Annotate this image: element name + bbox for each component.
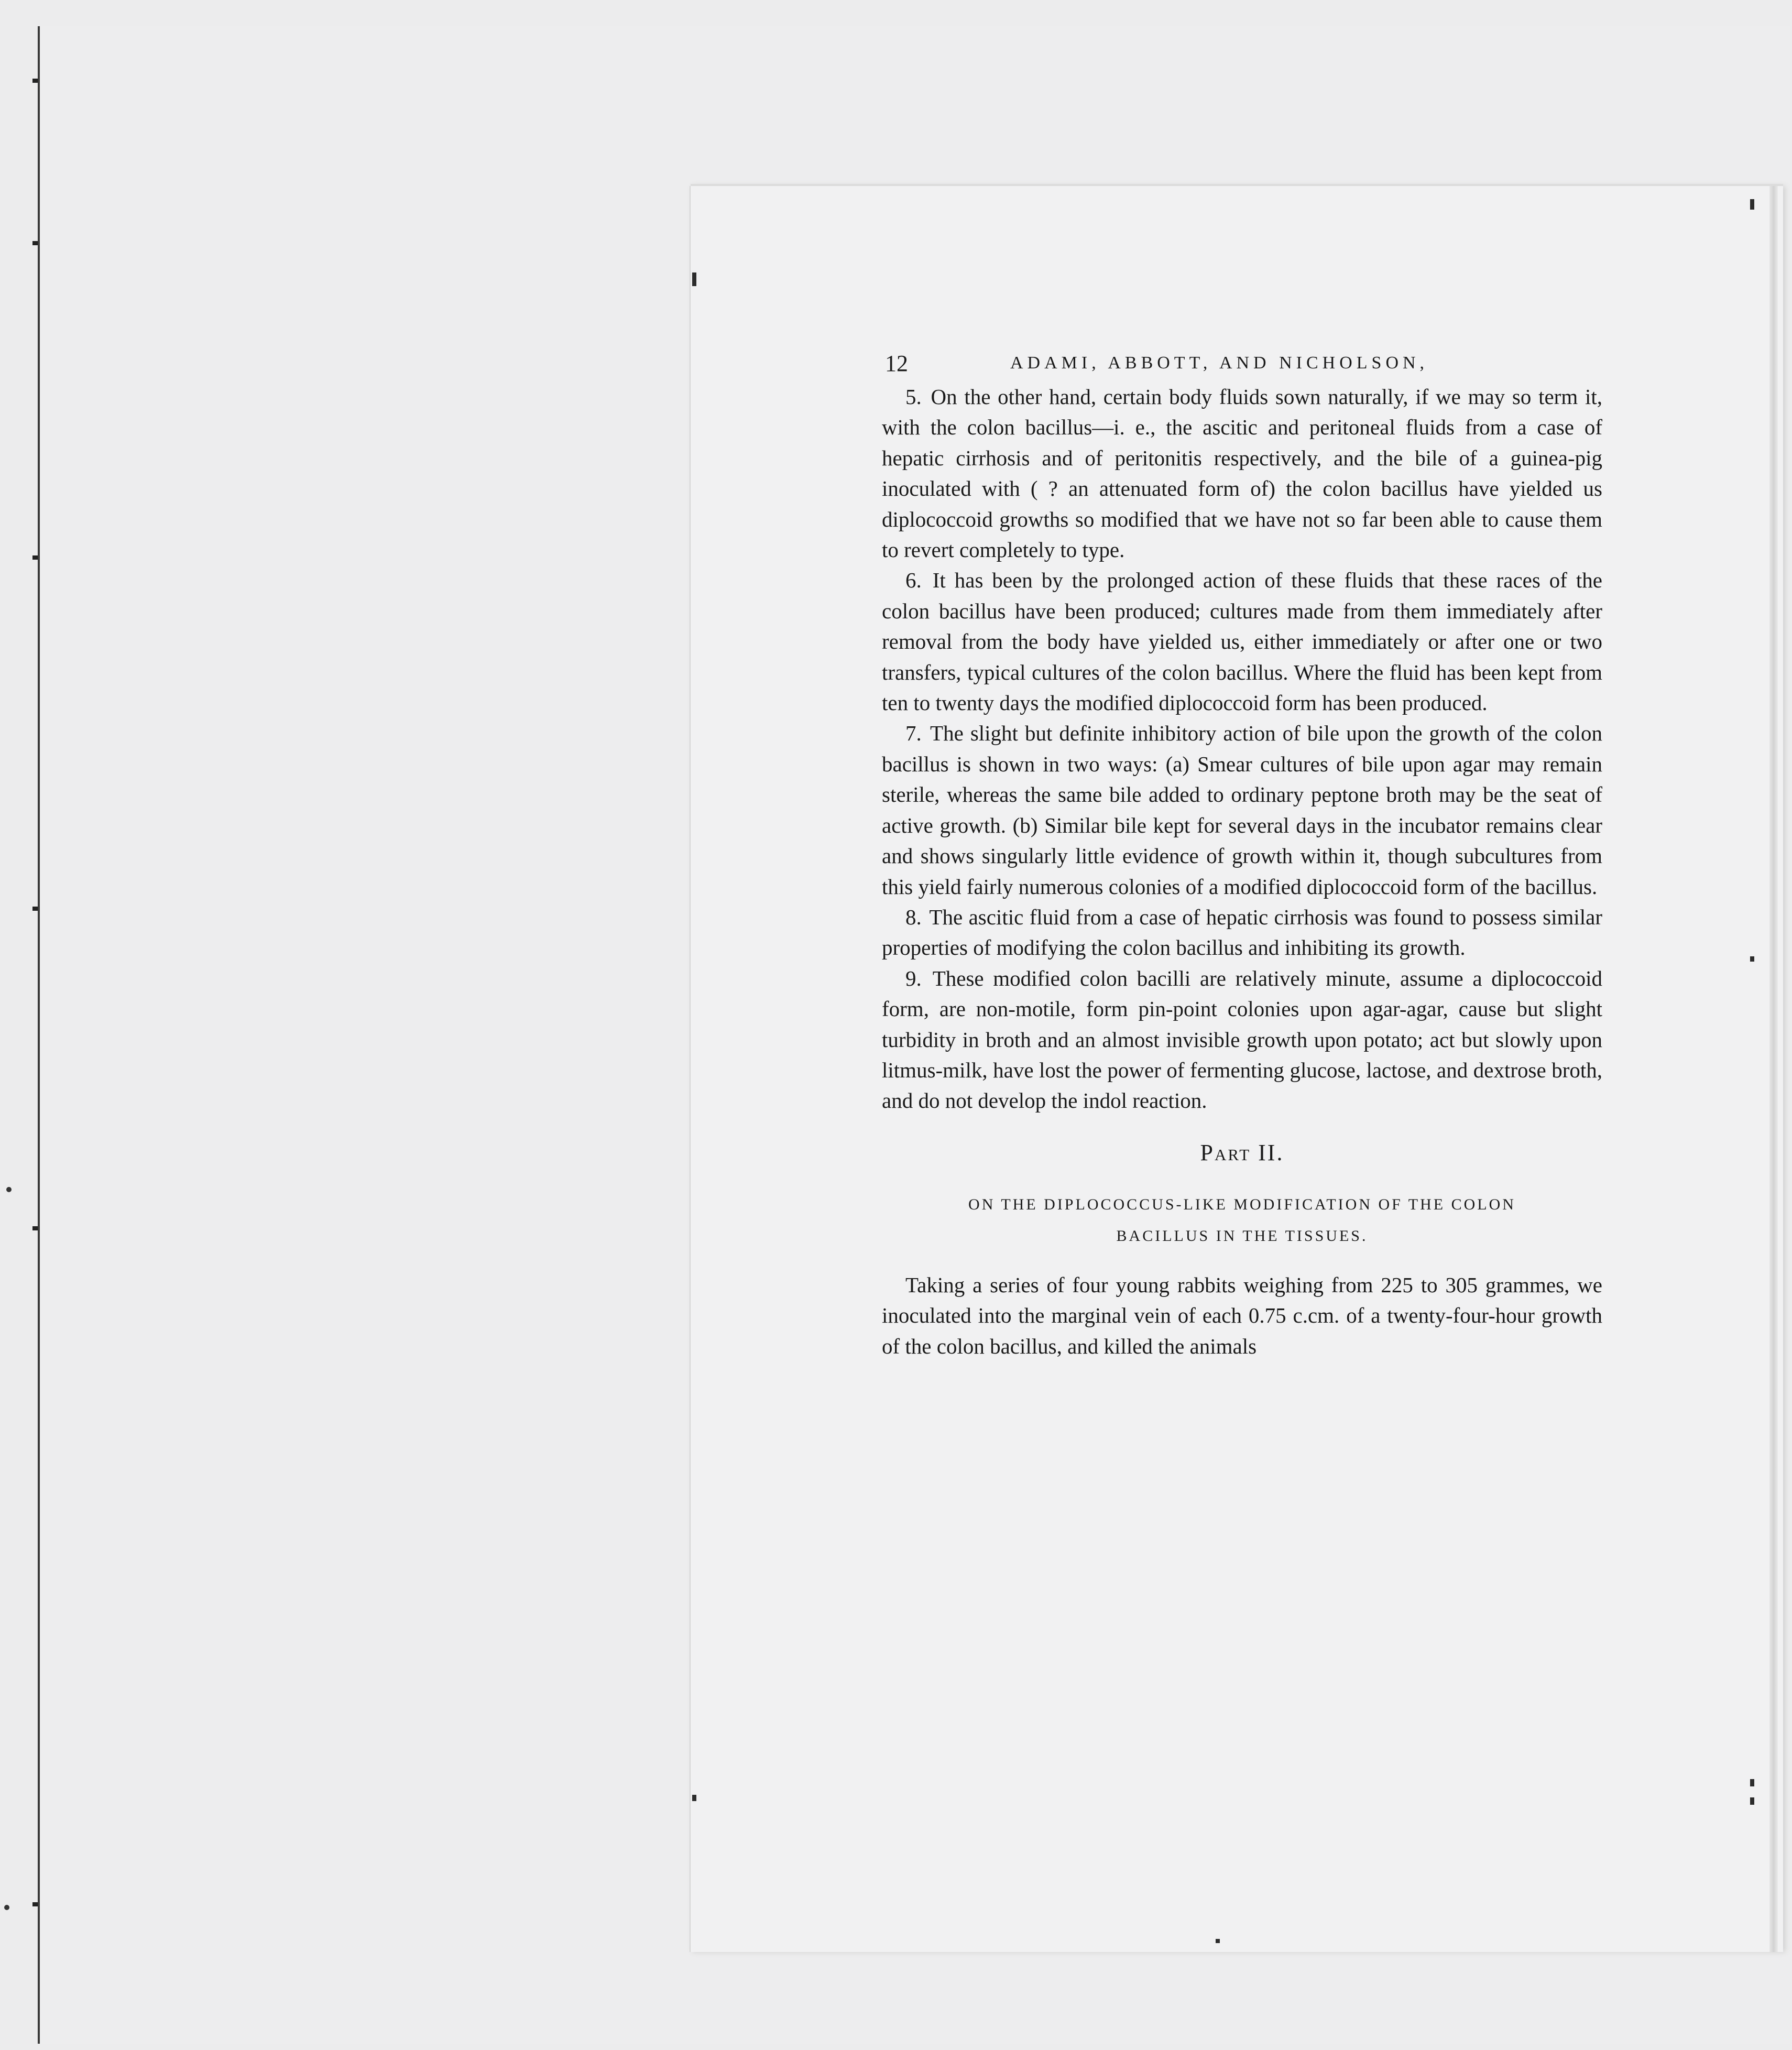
margin-mark [692,1795,696,1801]
margin-speck [6,1187,12,1192]
paragraph-text: On the other hand, certain body fluids sown naturally, if we may so term it, with the colon bacillus—i. e., the ascitic and peritoneal fluids from a case of hepatic cirrhosis and of peritonitis respectively, and the bile of a guinea-pig inoculated with ( ? an attenuated form of) the colon bacillus have yielded us diplococcoid growths so modified that we have not so far been able to cause them to revert completely to type. [882,385,1602,562]
page-edge [1769,186,1778,1952]
paragraph-number: 8. [905,904,922,929]
paragraph-closing: Taking a series of four young rabbits weighing from 225 to 305 grammes, we inoculated into the marginal vein of each 0.75 c.cm. of a twenty-four-hour growth of the colon bacillus, and killed the animals [882,1272,1602,1358]
margin-mark [1750,1797,1754,1805]
paragraph-text: The slight but definite inhibitory action of bile upon the growth of the colon bacillus is shown in two ways: (a) Smear cultures of bile upon agar may remain sterile, whereas the same bile added to ordinary peptone broth may be the seat of active growth. (b) Similar bile kept for several days in the incubator remains clear and shows singularly little evidence of growth within it, though subcultures from this yield fairly numerous colonies of a modified diplococcoid form of the bacillus. [882,721,1602,899]
part-heading: Part II. [1200,1139,1284,1165]
paragraph-number: 5. [905,385,922,409]
paragraph-text: These modified colon bacilli are relatively minute, assume a diplococcoid form, are non-motile, form pin-point colonies upon agar-agar, cause but slight turbidity in broth and an almost invisible growth upon potato; act but slowly upon litmus-milk, have lost the power of fermenting glucose, lactose, and dextrose broth, and do not develop the indol reaction. [882,966,1602,1113]
frame-mark [32,907,38,911]
paragraph-text: The ascitic fluid from a case of hepatic cirrhosis was found to possess similar properties of modifying the colon bacillus and inhibiting its growth. [882,904,1602,960]
page-content [882,350,1602,1361]
paragraph-9 [882,963,1602,1116]
paragraph-6 [882,565,1602,718]
section-title-line: ON THE DIPLOCOCCUS-LIKE MODIFICATION OF THE COLON [968,1195,1516,1213]
paragraph-number: 7. [905,721,922,746]
paragraph-5 [882,381,1602,565]
running-head [882,350,1602,381]
margin-mark [1750,1779,1754,1786]
paragraph-number: 6. [905,568,922,593]
paragraph-text: It has been by the prolonged action of these fluids that these races of the colon bacillus have been produced; cultures made from them immediately after removal from the body have yielded us, either immediately or after one or two transfers, typical cultures of the colon bacillus. Where the fluid has been kept from ten to twenty days the modified diplococcoid form has been produced. [882,568,1602,715]
frame-mark [32,241,38,245]
paragraph-number: 9. [905,966,922,990]
frame-mark [32,555,38,560]
frame-mark [32,79,38,83]
frame-mark [32,1226,38,1230]
section-title-line: BACILLUS IN THE TISSUES. [1116,1227,1368,1245]
paragraph-8 [882,902,1602,963]
frame-mark [32,1902,38,1906]
section-title [882,1189,1602,1252]
margin-speck [4,1905,9,1910]
margin-mark [1216,1939,1220,1943]
page-number: 12 [885,351,908,376]
running-head-title: ADAMI, ABBOTT, AND NICHOLSON, [1010,353,1429,373]
margin-mark [1750,199,1754,210]
margin-mark [692,272,696,286]
margin-mark [1750,956,1754,962]
paragraph-7 [882,718,1602,901]
